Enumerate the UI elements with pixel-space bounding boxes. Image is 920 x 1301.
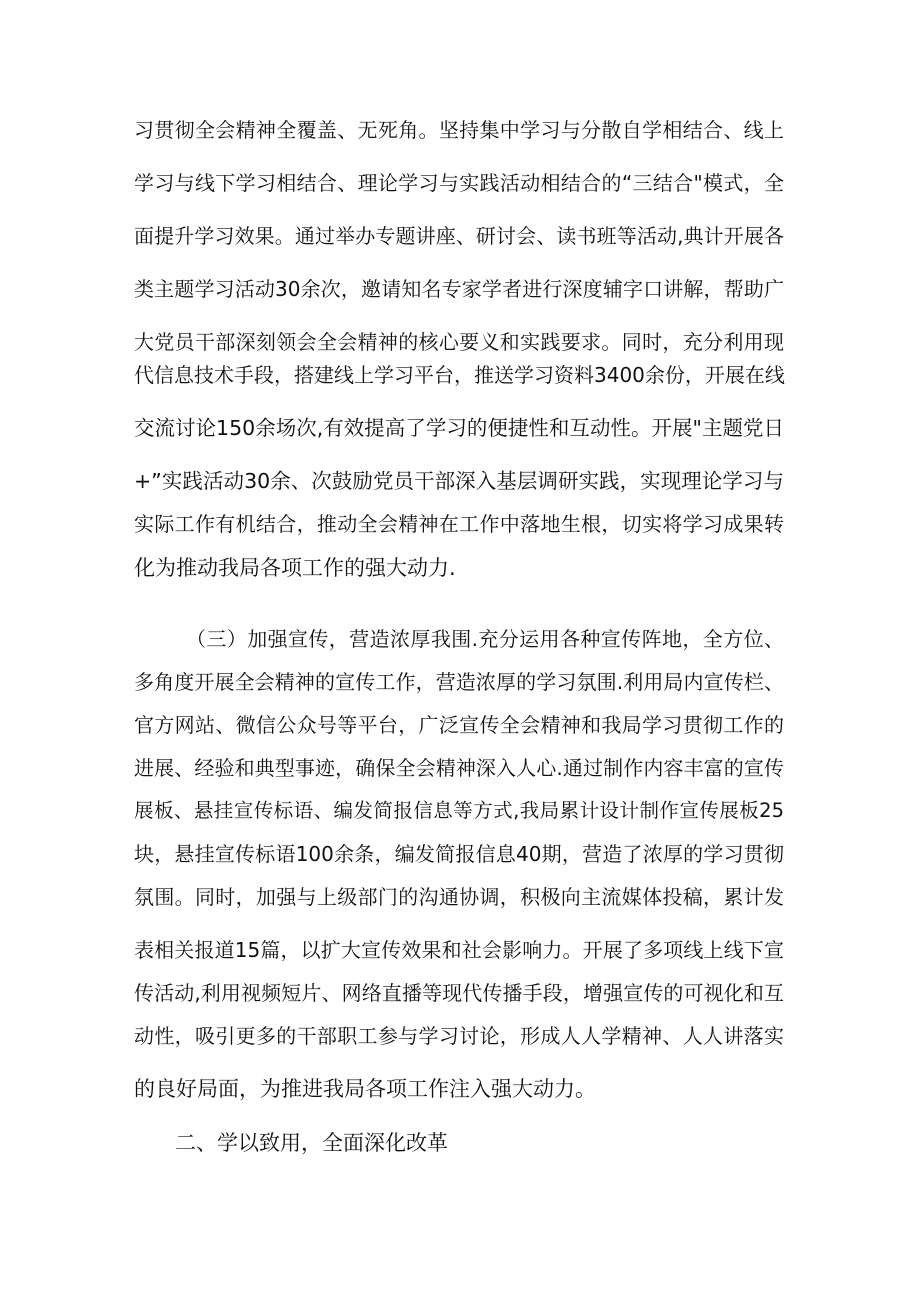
- paragraph-line: 氛围。同时，加强与上级部门的沟通协调，积极向主流媒体投稿，累计发: [134, 885, 784, 909]
- paragraph-line: +”实践活动30余、次鼓励党员干部深入基层调研实践，实现理论学习与: [134, 469, 784, 493]
- paragraph-line: 化为推动我局各项工作的强大动力.: [134, 556, 456, 580]
- paragraph-line: 官方网站、微信公众号等平台，广泛宣传全会精神和我局学习贯彻工作的: [134, 713, 784, 737]
- paragraph-line: 代信息技术手段，搭建线上学习平台，推送学习资料3400余份，开展在线: [134, 363, 785, 387]
- paragraph-line: 的良好局面，为推进我局各项工作注入强大动力。: [134, 1077, 596, 1101]
- section-heading: 二、学以致用，全面深化改革: [175, 1131, 448, 1155]
- paragraph-line: 展板、悬挂宣传标语、编发简报信息等方式,我局累计设计制作宣传展板25: [134, 799, 784, 822]
- paragraph-line: 类主题学习活动30余次，邀请知名专家学者进行深度辅字口讲解，帮助广: [134, 277, 784, 301]
- paragraph-line: 面提升学习效果。通过举办专题讲座、研讨会、读书班等活动,典计开展各: [134, 224, 784, 248]
- paragraph-line: 进展、经验和典型事迹，确保全会精神深入人心.通过制作内容丰富的宣传: [134, 756, 784, 780]
- paragraph-line: 动性，吸引更多的干部职工参与学习讨论，形成人人学精神、人人讲落实: [134, 1024, 784, 1048]
- paragraph-line: 学习与线下学习相结合、理论学习与实践活动相结合的“三结合"模式，全: [134, 171, 784, 195]
- section-heading-line: （三）加强宣传，营造浓厚我围.充分运用各种宣传阵地，全方位、: [186, 627, 784, 651]
- paragraph-line: 习贯彻全会精神全覆盖、无死角。坚持集中学习与分散自学相结合、线上: [134, 118, 784, 142]
- paragraph-line: 交流讨论150余场次,有效提高了学习的便捷性和互动性。开展"主题党日: [134, 416, 784, 440]
- paragraph-line: 大党员干部深刻领会全会精神的核心要义和实践要求。同时，充分利用现: [134, 330, 784, 354]
- paragraph-line: 实际工作有机结合，推动全会精神在工作中落地生根，切实将学习成果转: [134, 512, 784, 536]
- paragraph-line: 块，悬挂宣传标语100余条，编发简报信息40期，营造了浓厚的学习贯彻: [134, 842, 784, 866]
- paragraph-line: 多角度开展全会精神的宣传工作，营造浓厚的学习氛围.利用局内宣传栏、: [134, 670, 784, 694]
- paragraph-line: 传活动,利用视频短片、网络直播等现代传播手段，增强宣传的可视化和互: [134, 981, 784, 1005]
- paragraph-line: 表相关报道15篇，以扩大宣传效果和社会影响力。开展了多项线上线下宣: [134, 938, 784, 962]
